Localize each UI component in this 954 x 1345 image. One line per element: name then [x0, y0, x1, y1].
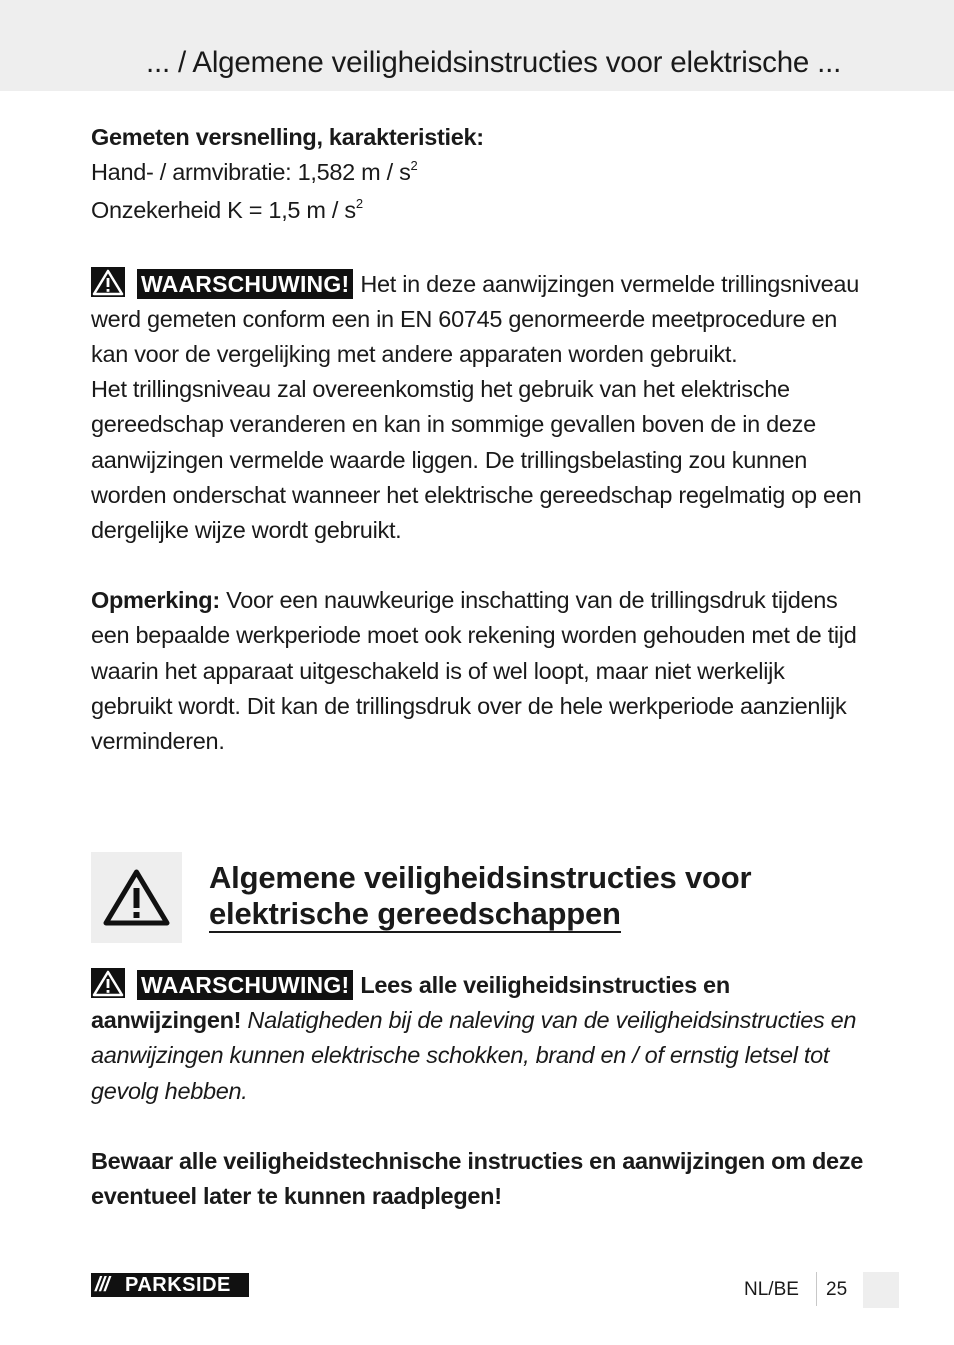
warning-triangle-icon-2: [91, 968, 125, 998]
section-warning-icon-box: [91, 852, 182, 943]
vibration-paragraph: Het trillingsniveau zal overeenkomstig het gebruik van het elektrische gereedschap veranderen en kan in sommige gevallen boven de in deze aanwijzingen vermelde waarde liggen. De trillingsbelasting zou kunnen worden onderschat wanneer het elektrische gereedschap regelmatig op een dergelijke wijze wordt gebruikt.: [91, 376, 862, 544]
warning-triangle-icon: [91, 267, 125, 297]
note-paragraph: [91, 583, 871, 759]
section-warning-triangle-icon: [91, 852, 182, 943]
hand-arm-vibration: [91, 155, 871, 193]
logo-text: PARKSIDE: [125, 1274, 231, 1296]
warning-badge-2: WAARSCHUWING!: [137, 970, 353, 1000]
measurement-heading: Gemeten versnelling, karakteristiek:: [91, 124, 484, 150]
note-text: Voor een nauwkeurige inschatting van de trillingsdruk tijdens een bepaalde werkperiode moet ook rekening worden gehouden met de tijd waarin het apparaat uitgeschakeld is of wel loopt, maar niet werkelijk gebruikt wordt. Dit kan de trillingsdruk over de hele werkperiode aanzienlijk verminderen.: [91, 587, 857, 755]
warning-label-2: [91, 968, 360, 1003]
warning-paragraph-1: [91, 267, 871, 373]
footer-divider: [816, 1272, 817, 1306]
warning-italic-text-2: Nalatigheden bij de naleving van de veiligheidsinstructies en aanwijzingen kunnen elektrische schokken, brand en / of ernstig letsel tot gevolg hebben.: [91, 1007, 857, 1104]
footer-corner-box: [863, 1272, 899, 1308]
warning-paragraph-2: [91, 968, 871, 1109]
logo-slashes: ///: [95, 1274, 109, 1296]
safety-content: [91, 968, 871, 1214]
uncertainty-exponent: 2: [355, 196, 363, 212]
page-header-title: ... / Algemene veiligheidsinstructies voor elektrische ...: [146, 46, 842, 79]
warning-badge-1: WAARSCHUWING!: [137, 269, 353, 299]
main-content: [91, 120, 871, 759]
warning-bold-text-2: Lees alle veiligheidsinstructies en aanwijzingen!: [91, 972, 730, 1034]
section-title-line2: elektrische gereedschappen: [209, 896, 621, 931]
section-heading: [91, 852, 891, 943]
section-title: [209, 860, 909, 933]
warning-text-1: Het in deze aanwijzingen vermelde trillingsniveau werd gemeten conform een in EN 60745 genormeerde meetprocedure en kan voor de vergelijking met andere apparaten worden gebruikt.: [91, 270, 859, 368]
uncertainty: [91, 193, 871, 231]
parkside-logo: [91, 1273, 249, 1297]
note-label: Opmerking:: [91, 587, 220, 614]
uncertainty-text: Onzekerheid K = 1,5 m / s: [91, 197, 356, 224]
warning-label-1: [91, 267, 360, 302]
footer-language: NL/BE: [744, 1279, 799, 1300]
page-number: 25: [826, 1279, 848, 1300]
hand-arm-vibration-text: Hand- / armvibratie: 1,582 m / s: [91, 159, 411, 186]
section-title-line1: Algemene veiligheidsinstructies voor: [209, 860, 752, 895]
hand-arm-exponent: 2: [410, 158, 418, 174]
keep-instructions-notice: Bewaar alle veiligheidstechnische instructies en aanwijzingen om deze eventueel later te kunnen raadplegen!: [91, 1147, 864, 1210]
